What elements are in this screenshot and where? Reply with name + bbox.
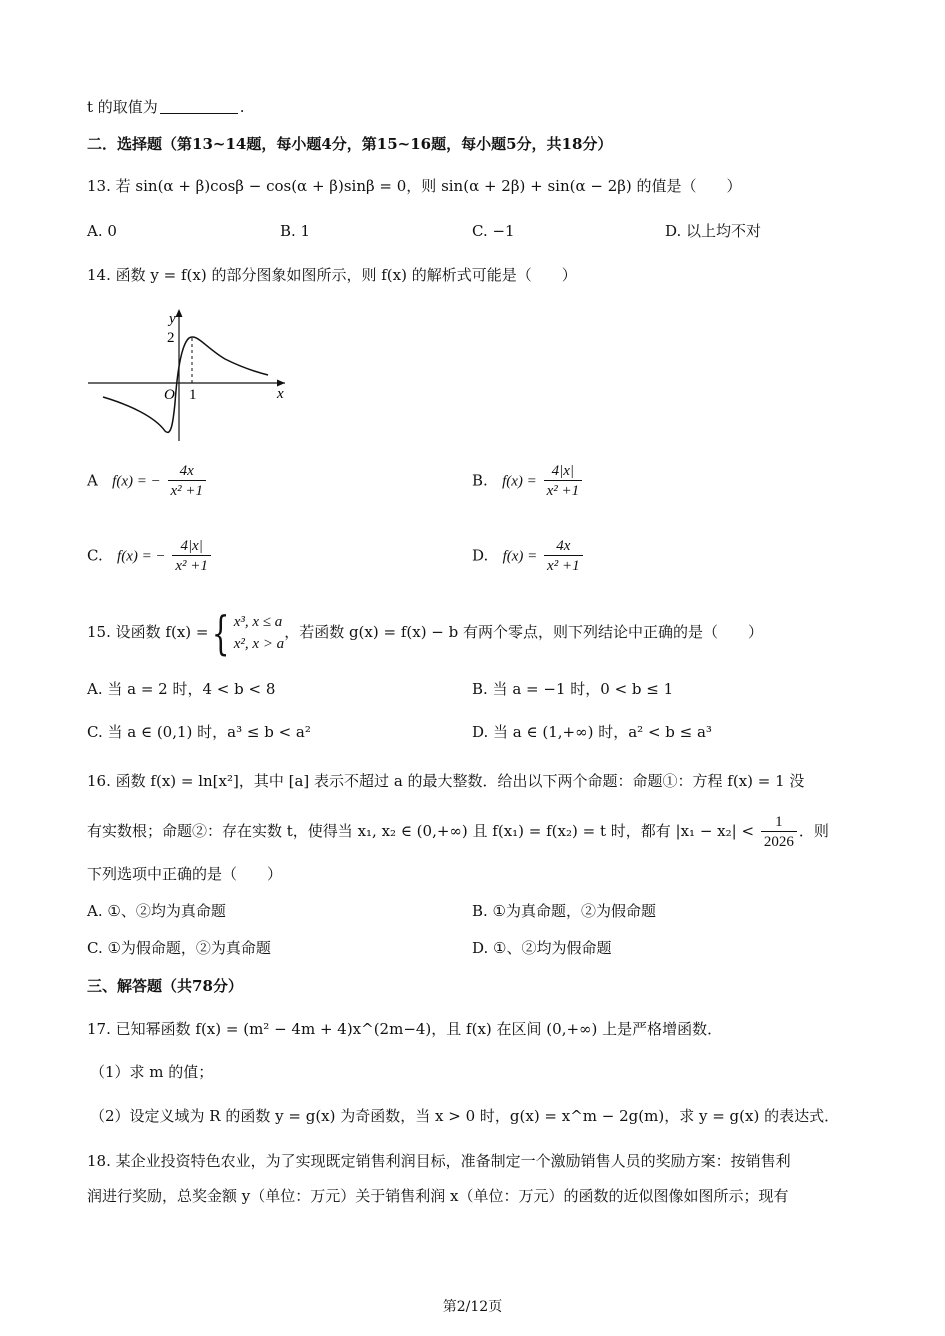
x-tick-label: 1: [189, 387, 197, 403]
q15-lead: 设函数 f(x) =: [115, 623, 209, 641]
q16-stem-line-1: [87, 770, 804, 792]
option-prefix: f(x) =: [502, 473, 537, 490]
q14-number: 14.: [87, 266, 111, 284]
q16-fraction: [761, 813, 797, 852]
q14-option-b[interactable]: [472, 462, 584, 501]
fraction-numerator: 4|x|: [172, 537, 211, 556]
q13-option-a[interactable]: A. 0: [87, 222, 117, 240]
section-3-heading: 三、解答题（共78分）: [87, 977, 243, 995]
q17-stem: 17. 已知幂函数 f(x) = (m² − 4m + 4)x^(2m−4)，且 f(x) 在区间 (0,+∞) 上是严格增函数．: [87, 1020, 723, 1038]
fraction-numerator: 1: [761, 813, 797, 832]
q14-option-d[interactable]: [472, 537, 585, 576]
q18-stem-line-1: 18. 某企业投资特色农业，为了实现既定销售利润目标，准备制定一个激励销售人员的奖励方案：按销售利: [87, 1152, 791, 1170]
y-axis-arrow: [176, 309, 183, 317]
q16-stem-line-3: 下列选项中正确的是（ ）: [87, 865, 283, 883]
q15-number: 15.: [87, 623, 111, 641]
fraction-denominator: 2026: [763, 833, 794, 850]
q16-text-1: 函数 f(x) = ln[x²]，其中 [a] 表示不超过 a 的最大整数．给出以下两个命题：命题①：方程 f(x) = 1 没: [115, 772, 805, 790]
q12-answer-line: t 的取值为 .: [87, 98, 245, 116]
q13-number: 13.: [87, 177, 111, 195]
q16-number: 16.: [87, 772, 111, 790]
piecewise-brace: {: [212, 606, 230, 660]
option-label: C.: [87, 546, 103, 565]
option-fraction: [544, 462, 583, 501]
q14-text: 函数 y = f(x) 的部分图象如图所示，则 f(x) 的解析式可能是（ ）: [115, 266, 577, 284]
section-2-heading: 二．选择题（第13~14题，每小题4分，第15~16题，每小题5分，共18分）: [87, 135, 613, 153]
option-label: A: [87, 471, 98, 490]
q16-option-b[interactable]: B. ①为真命题，②为假命题: [472, 902, 657, 920]
fraction-denominator: x² +1: [170, 483, 204, 499]
q14-function-graph: [85, 305, 290, 445]
q16-text-2a: 有实数根；命题②：存在实数 t，使得当 x₁, x₂ ∈ (0,+∞) 且 f(x₁) = f(x₂) = t 时，都有 |x₁ − x₂| <: [87, 822, 755, 840]
option-fraction: [172, 537, 211, 576]
option-label: B.: [472, 471, 488, 490]
q13-stem: [87, 175, 742, 197]
q15-option-d[interactable]: D. 当 a ∈ (1,+∞) 时，a² < b ≤ a³: [472, 723, 712, 741]
piecewise-case-2: x², x > a: [233, 636, 285, 652]
q13-option-d[interactable]: D. 以上均不对: [665, 222, 762, 240]
q16-option-a[interactable]: A. ①、②均为真命题: [87, 902, 226, 920]
q16-stem-line-2: [87, 808, 829, 854]
fraction-numerator: 4x: [544, 537, 583, 556]
q17-part-2: （2）设定义域为 R 的函数 y = g(x) 为奇函数，当 x > 0 时，g(x) = x^m − 2g(m)，求 y = g(x) 的表达式．: [90, 1107, 840, 1125]
q16-option-d[interactable]: D. ①、②均为假命题: [472, 939, 612, 957]
y-axis-label: y: [169, 311, 176, 327]
option-prefix: f(x) = −: [112, 473, 161, 490]
fraction-denominator: x² +1: [546, 483, 580, 499]
q14-option-c[interactable]: [87, 537, 213, 576]
q15-stem: [87, 606, 764, 660]
q14-option-a[interactable]: [87, 462, 208, 501]
q16-text-2b: ．则: [798, 822, 829, 840]
piecewise-cases: [234, 611, 284, 655]
q13-text: 若 sin(α + β)cosβ − cos(α + β)sinβ = 0，则 sin(α + 2β) + sin(α − 2β) 的值是（ ）: [115, 177, 742, 195]
function-curve: [103, 337, 268, 432]
q17-part-1: （1）求 m 的值；: [90, 1063, 214, 1081]
option-label: D.: [472, 546, 489, 565]
q14-stem: [87, 264, 577, 286]
fraction-numerator: 4|x|: [544, 462, 583, 481]
option-fraction: [544, 537, 583, 576]
q13-option-c[interactable]: C. −1: [472, 222, 515, 240]
q13-option-b[interactable]: B. 1: [280, 222, 311, 240]
fraction-denominator: x² +1: [175, 558, 208, 574]
q16-option-c[interactable]: C. ①为假命题，②为真命题: [87, 939, 271, 957]
q18-stem-line-2: 润进行奖励，总奖金额 y（单位：万元）关于销售利润 x（单位：万元）的函数的近似图像如图所示；现有: [87, 1187, 789, 1205]
page-footer: 第2/12页: [442, 1299, 503, 1315]
q15-option-a[interactable]: A. 当 a = 2 时，4 < b < 8: [87, 680, 276, 698]
q15-rest: ，若函数 g(x) = f(x) − b 有两个零点，则下列结论中正确的是（ ）: [284, 623, 764, 641]
piecewise-case-1: x³, x ≤ a: [233, 614, 283, 630]
x-axis-label: x: [277, 386, 284, 402]
option-prefix: f(x) = −: [117, 548, 166, 565]
origin-label: O: [164, 387, 175, 403]
fraction-denominator: x² +1: [547, 558, 580, 574]
option-prefix: f(x) =: [502, 548, 538, 565]
y-tick-label: 2: [167, 330, 175, 346]
q15-option-c[interactable]: C. 当 a ∈ (0,1) 时，a³ ≤ b < a²: [87, 723, 311, 741]
answer-blank[interactable]: [160, 99, 238, 114]
option-fraction: [168, 462, 207, 501]
fraction-numerator: 4x: [168, 462, 207, 481]
q12-tail-text: t 的取值为: [87, 98, 158, 116]
q15-option-b[interactable]: B. 当 a = −1 时，0 < b ≤ 1: [472, 680, 674, 698]
